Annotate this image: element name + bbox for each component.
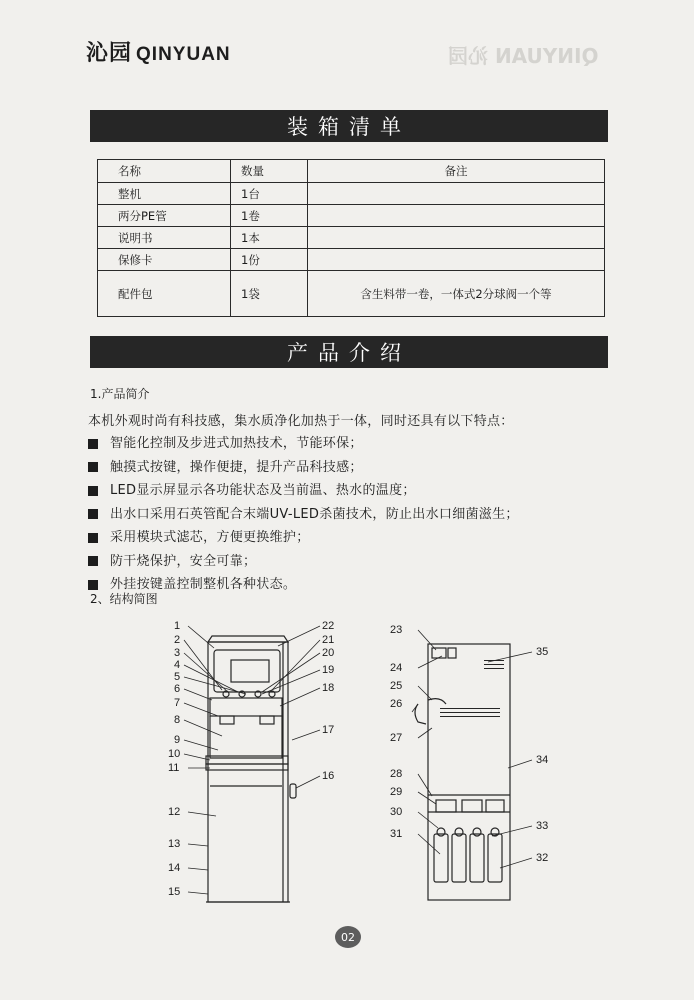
back-view <box>415 644 510 900</box>
product-intro-title: 产品介绍 <box>90 336 608 368</box>
list-item <box>88 456 519 480</box>
callout-14: 14 <box>168 862 181 874</box>
cell-name: 两分PE管 <box>98 205 231 227</box>
col-header-note: 备注 <box>308 160 605 183</box>
brand-en: QINYUAN <box>136 44 231 65</box>
callout-4: 4 <box>174 659 181 671</box>
callout-30: 30 <box>390 806 403 818</box>
bullet-square-icon <box>88 509 98 519</box>
feature-text: 外挂按键盖控制整机各种状态。 <box>110 577 297 592</box>
section-heading-1: 1.产品简介 <box>90 387 150 401</box>
bullet-square-icon <box>88 462 98 472</box>
cell-qty: 1袋 <box>231 271 308 317</box>
leader-lines <box>184 626 532 894</box>
callout-24: 24 <box>390 662 403 674</box>
callout-26: 26 <box>390 698 403 710</box>
section-heading-2: 2、结构简图 <box>90 592 158 606</box>
list-item <box>88 503 519 527</box>
front-view <box>206 636 296 902</box>
callout-21: 21 <box>322 634 335 646</box>
cell-qty: 1份 <box>231 249 308 271</box>
bullet-square-icon <box>88 556 98 566</box>
cell-note: 含生料带一卷，一体式2分球阀一个等 <box>308 271 605 317</box>
callout-7: 7 <box>174 697 181 709</box>
callout-12: 12 <box>168 806 181 818</box>
feature-text: LED显示屏显示各功能状态及当前温、热水的温度； <box>110 483 416 498</box>
callout-17: 17 <box>322 724 335 736</box>
intro-text: 本机外观时尚有科技感，集水质净化加热于一体，同时还具有以下特点： <box>88 414 514 429</box>
list-item <box>88 432 519 456</box>
structure-diagram <box>0 600 694 920</box>
cell-name: 保修卡 <box>98 249 231 271</box>
bullet-square-icon <box>88 580 98 590</box>
bullet-square-icon <box>88 486 98 496</box>
page-number: 02 <box>335 926 361 948</box>
callout-15: 15 <box>168 886 181 898</box>
dispenser-drawing <box>0 600 694 920</box>
brand-logo <box>86 36 231 67</box>
table-row <box>98 227 605 249</box>
callout-22: 22 <box>322 620 335 632</box>
cell-note <box>308 227 605 249</box>
callout-11: 11 <box>168 762 180 774</box>
packing-list-title: 装箱清单 <box>90 110 608 142</box>
cell-name: 说明书 <box>98 227 231 249</box>
vent-grilles <box>440 660 504 717</box>
callout-29: 29 <box>390 786 403 798</box>
callout-28: 28 <box>390 768 403 780</box>
cell-note <box>308 183 605 205</box>
cell-qty: 1卷 <box>231 205 308 227</box>
packing-table <box>97 159 605 317</box>
callout-13: 13 <box>168 838 181 850</box>
col-header-qty: 数量 <box>231 160 308 183</box>
list-item <box>88 550 519 574</box>
callout-35: 35 <box>536 646 549 658</box>
callout-20: 20 <box>322 647 335 659</box>
table-header-row <box>98 160 605 183</box>
callout-18: 18 <box>322 682 335 694</box>
feature-text: 触摸式按键，操作便捷，提升产品科技感； <box>110 459 363 475</box>
cell-name: 整机 <box>98 183 231 205</box>
callout-9: 9 <box>174 734 181 746</box>
cell-note <box>308 249 605 271</box>
col-header-name: 名称 <box>98 160 231 183</box>
feature-text: 出水口采用石英管配合末端UV-LED杀菌技术，防止出水口细菌滋生； <box>110 506 519 522</box>
callout-33: 33 <box>536 820 549 832</box>
bullet-square-icon <box>88 439 98 449</box>
table-row <box>98 249 605 271</box>
bullet-square-icon <box>88 533 98 543</box>
callout-8: 8 <box>174 714 181 726</box>
callout-6: 6 <box>174 683 181 695</box>
cell-qty: 1本 <box>231 227 308 249</box>
callout-34: 34 <box>536 754 549 766</box>
cell-qty: 1台 <box>231 183 308 205</box>
callout-31: 31 <box>390 828 403 840</box>
callout-10: 10 <box>168 748 181 760</box>
callout-32: 32 <box>536 852 549 864</box>
callout-19: 19 <box>322 664 335 676</box>
callout-3: 3 <box>174 647 181 659</box>
list-item <box>88 479 519 503</box>
feature-text: 采用模块式滤芯，方便更换维护； <box>110 530 310 545</box>
list-item <box>88 526 519 550</box>
callout-5: 5 <box>174 671 181 683</box>
cell-note <box>308 205 605 227</box>
brand-cn: 沁园 <box>86 41 133 66</box>
feature-list <box>88 432 519 597</box>
ghost-brand: QINYUAN 沁园 <box>448 44 599 68</box>
feature-text: 防干烧保护，安全可靠； <box>110 553 257 569</box>
feature-text: 智能化控制及步进式加热技术，节能环保； <box>110 436 363 451</box>
table-row <box>98 183 605 205</box>
callout-1: 1 <box>174 620 181 632</box>
callout-25: 25 <box>390 680 403 692</box>
callout-2: 2 <box>174 634 181 646</box>
table-row <box>98 205 605 227</box>
cell-name: 配件包 <box>98 271 231 317</box>
table-row <box>98 271 605 317</box>
callout-16: 16 <box>322 770 335 782</box>
callout-23: 23 <box>390 624 403 636</box>
callout-27: 27 <box>390 732 403 744</box>
